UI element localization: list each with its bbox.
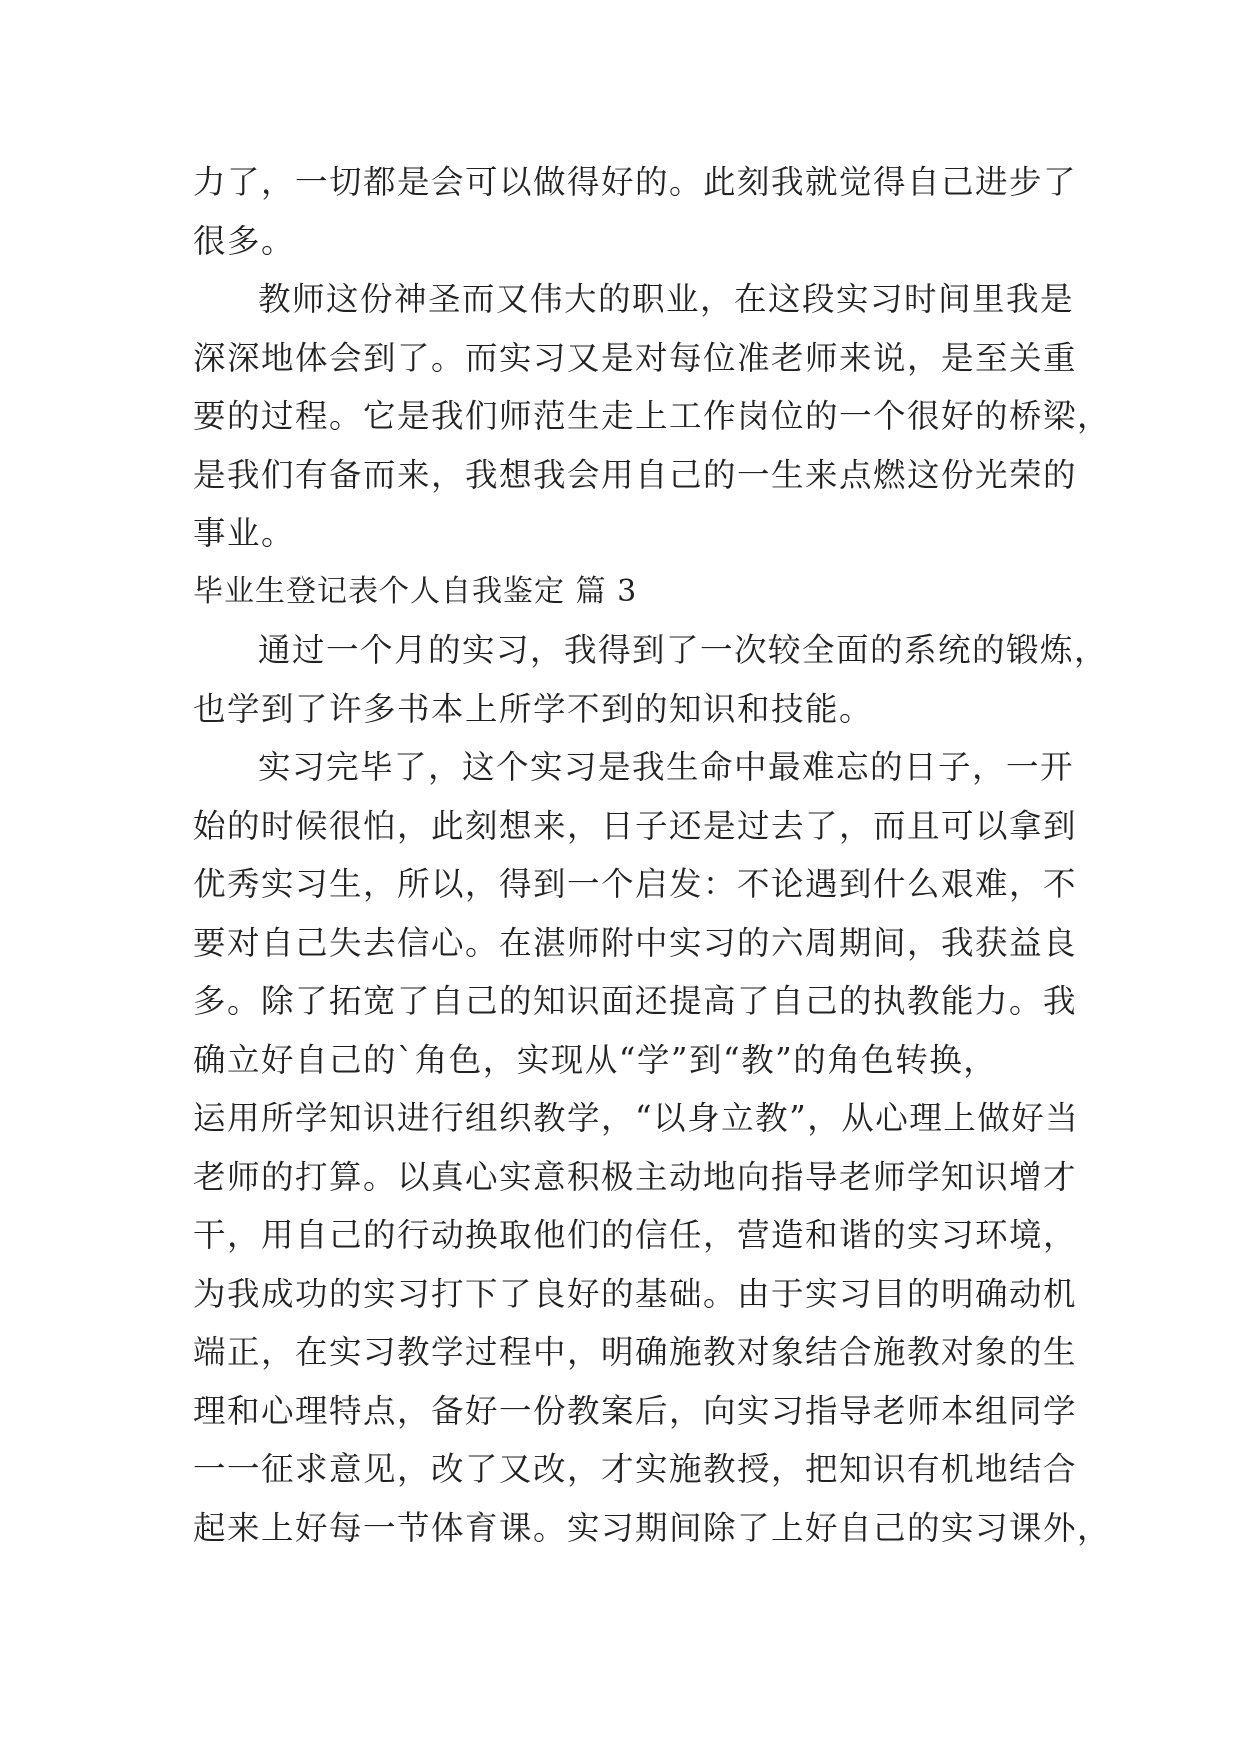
text-line: 通过一个月的实习，我得到了一次较全面的系统的锻炼， [258,631,1109,669]
text-line: 始的时候很怕，此刻想来，日子还是过去了，而且可以拿到 [193,806,1078,845]
text-line: 起来上好每一节体育课。实习期间除了上好自己的实习课外， [193,1508,1112,1547]
text-line: 事业。 [193,514,296,552]
text-line: 一一征求意见，改了又改，才实施教授，把知识有机地结合 [193,1450,1078,1488]
paragraph-3 [193,621,1109,738]
text-line: 干，用自己的行动换取他们的信任，营造和谐的实习环境， [193,1216,1078,1254]
text-line: 要对自己失去信心。在湛师附中实习的六周期间，我获益良 [193,923,1078,962]
text-line: 实习完毕了，这个实习是我生命中最难忘的日子，一开 [258,748,1075,786]
paragraph-2 [193,270,1112,563]
text-line: 老师的打算。以真心实意积极主动地向指导老师学知识增才 [193,1157,1078,1196]
text-line: 优秀实习生，所以，得到一个启发：不论遇到什么艰难，不 [193,865,1078,903]
document-body [193,153,1112,1557]
section-heading: 毕业生登记表个人自我鉴定 篇 3 [193,573,638,609]
text-line: 端正，在实习教学过程中，明确施教对象结合施教对象的生 [193,1333,1078,1371]
text-line: 多。除了拓宽了自己的知识面还提高了自己的执教能力。我 [193,982,1078,1020]
text-line: 运用所学知识进行组织教学，“以身立教”，从心理上做好当 [193,1099,1080,1137]
text-line: 确立好自己的`角色，实现从“学”到“教”的角色转换， [193,1040,998,1079]
text-line: 理和心理特点，备好一份教案后，向实习指导老师本组同学 [193,1391,1078,1430]
text-line: 力了，一切都是会可以做得好的。此刻我就觉得自己进步了 [193,163,1078,201]
text-line: 是我们有备而来，我想我会用自己的一生来点燃这份光荣的 [193,455,1078,494]
paragraph-1 [193,153,1078,270]
text-line: 为我成功的实习打下了良好的基础。由于实习目的明确动机 [193,1274,1078,1313]
text-line: 教师这份神圣而又伟大的职业，在这段实习时间里我是 [258,280,1075,318]
text-line: 也学到了许多书本上所学不到的知识和技能。 [193,689,874,728]
text-line: 深深地体会到了。而实习又是对每位准老师来说，是至关重 [193,338,1078,377]
text-line: 要的过程。它是我们师范生走上工作岗位的一个很好的桥梁， [193,397,1112,435]
paragraph-4 [193,738,1112,1557]
text-line: 很多。 [193,221,296,260]
